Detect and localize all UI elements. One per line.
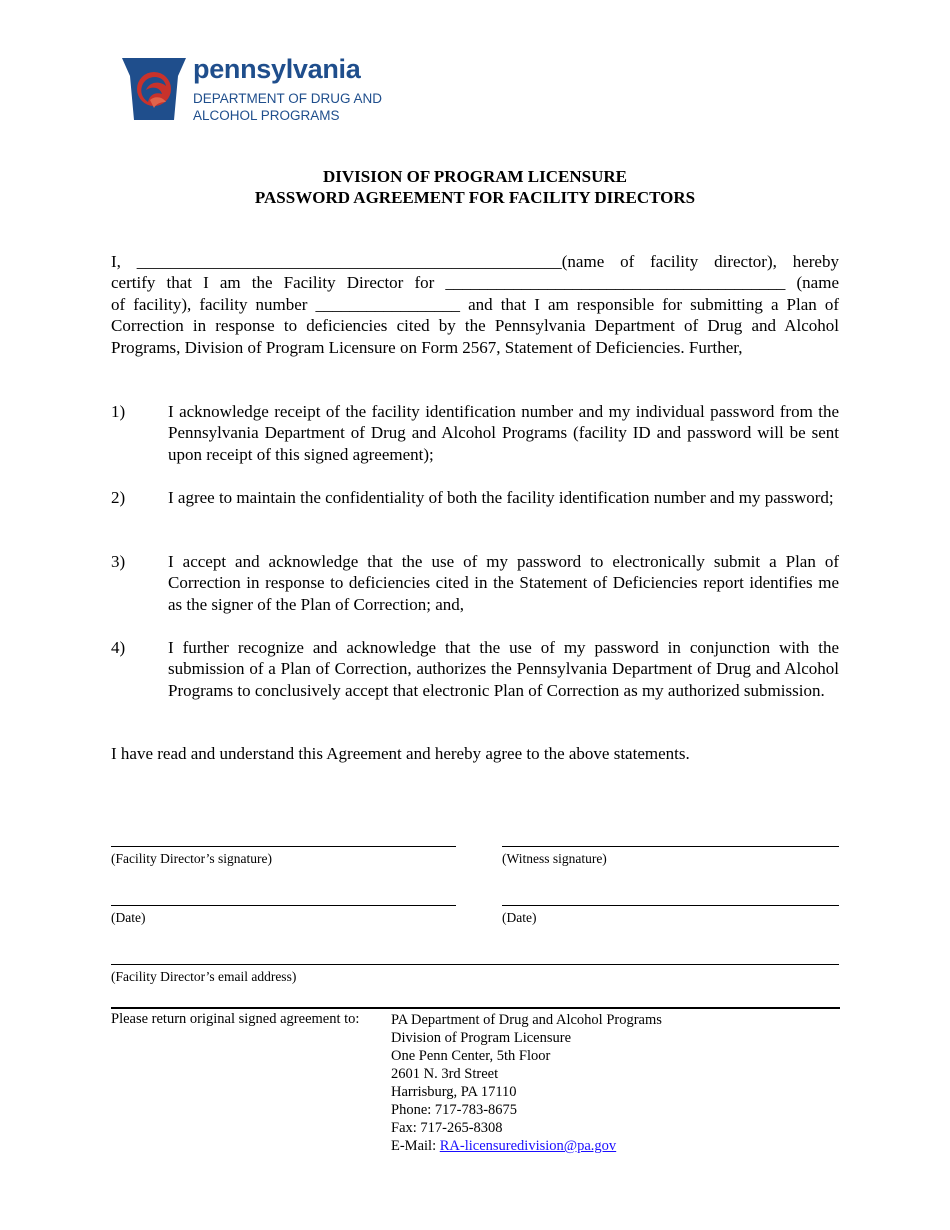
date-caption-left: (Date) [111,910,146,925]
facility-number-blank[interactable]: _________________ [315,294,461,314]
logo-subtitle-line2: ALCOHOL PROGRAMS [193,108,340,123]
address-line: 2601 N. 3rd Street [391,1066,499,1082]
return-instructions-label: Please return original signed agreement to: [111,1011,360,1027]
date-caption-right: (Date) [502,910,537,925]
keystone-icon [120,56,188,122]
list-item-number: 1) [111,402,126,421]
email-line [391,1137,662,1155]
date-line-left[interactable] [111,905,456,906]
director-signature-caption: (Facility Director’s signature) [111,851,272,866]
list-item-number: 3) [111,552,126,571]
list-item-number: 2) [111,488,126,507]
intro-paragraph [111,251,839,358]
fax-line: Fax: 717-265-8308 [391,1120,503,1136]
list-item [111,551,839,615]
title-line-2: PASSWORD AGREEMENT FOR FACILITY DIRECTORS [254,188,696,207]
witness-signature-line[interactable] [502,846,839,847]
footer-divider [111,1007,840,1009]
list-item-text: I accept and acknowledge that the use of my password to electronically submit a Plan of Correction in response to deficiencies cited in the Statement of Deficiencies report identifies me as the signer of the Plan of Correction; and, [168,552,839,614]
date-line-right[interactable] [502,905,839,906]
title-line-1: DIVISION OF PROGRAM LICENSURE [323,167,627,186]
email-label: E-Mail: [391,1138,440,1154]
pa-ddap-logo [120,56,390,126]
director-signature-line[interactable] [111,846,456,847]
address-line: PA Department of Drug and Alcohol Programs [391,1012,662,1028]
address-line: One Penn Center, 5th Floor [391,1048,551,1064]
list-item-text: I further recognize and acknowledge that the use of my password in conjunction with the submission of a Plan of Correction, authorizes the Pennsylvania Department of Drug and Alcohol Programs to conclusively accept that electronic Plan of Correction as my authorized submission. [168,638,839,700]
intro-line-2: certify that I am the Facility Director for ________________________________________ (name [111,273,839,293]
list-item-text: I acknowledge receipt of the facility identification number and my individual password from the Pennsylvania Department of Drug and Alcohol Programs (facility ID and password will be sent upon receipt of this signed agreement); [168,402,839,464]
phone-line: Phone: 717-783-8675 [391,1102,518,1118]
return-address [391,1011,662,1155]
logo-wordmark: pennsylvania [193,54,361,84]
list-item [111,637,839,701]
list-item [111,487,839,508]
closing-statement: I have read and understand this Agreement and hereby agree to the above statements. [111,744,690,763]
list-item-number: 4) [111,638,126,657]
intro-line-3: of facility), facility number _________________ and that I am responsible for submitting a Plan of Correction in response to deficiencies cited by the Pennsylvania Department of Drug and Alcohol Programs, Division of Program Licensure on Form 2567, Statement of Deficiencies. Further, [111,294,839,357]
address-line: Division of Program Licensure [391,1030,572,1046]
director-email-caption: (Facility Director’s email address) [111,969,297,984]
list-item [111,401,839,465]
facility-name-blank[interactable]: ________________________________________ [445,273,786,293]
logo-subtitle-line1: DEPARTMENT OF DRUG AND [193,91,383,106]
document-title [0,166,950,208]
address-line: Harrisburg, PA 17110 [391,1084,517,1100]
list-item-text: I agree to maintain the confidentiality of both the facility identification number and my password; [168,488,834,507]
director-name-blank[interactable]: __________________________________________________ [136,252,562,271]
director-email-line[interactable] [111,964,839,965]
intro-line-1: I, __________________________________________________(name of facility director), hereby [111,252,839,271]
witness-signature-caption: (Witness signature) [502,851,607,866]
email-link[interactable]: RA-licensuredivision@pa.gov [439,1138,617,1154]
